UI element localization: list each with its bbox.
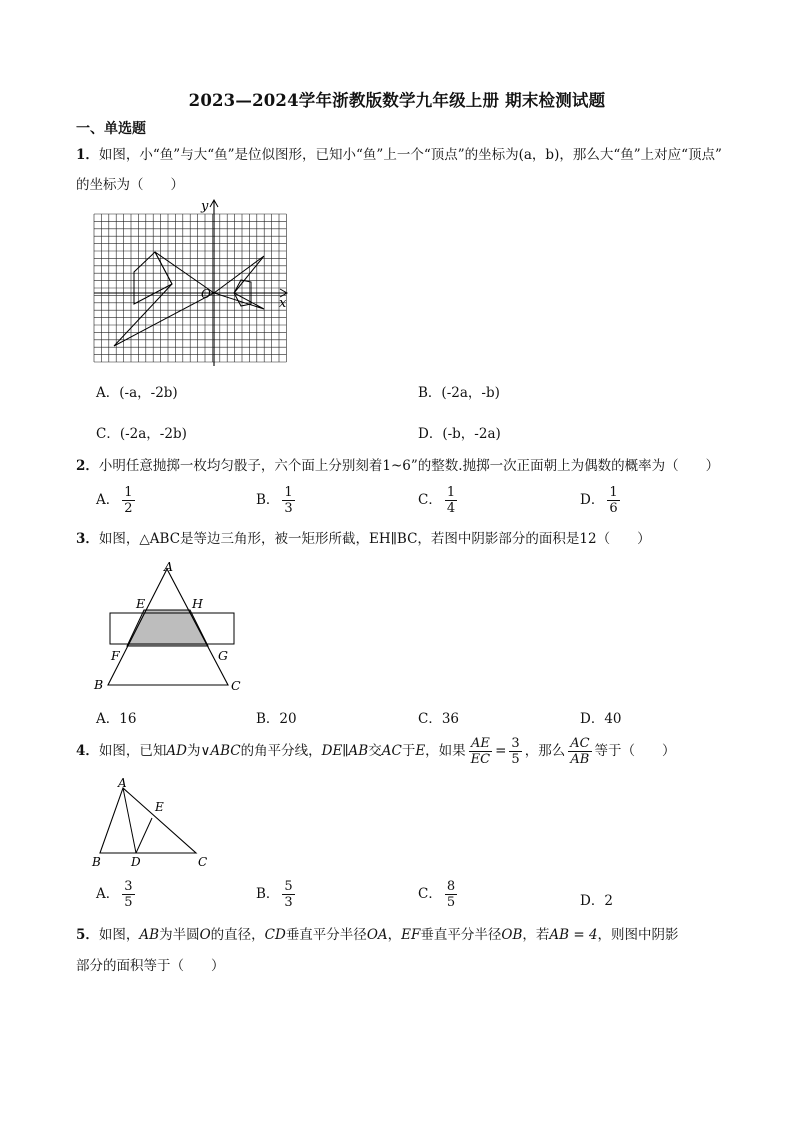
question-1-figure: [86, 196, 296, 371]
question-1-number: 1．: [76, 147, 99, 163]
q4-option-a[interactable]: A． $\frac{3}{5}$: [96, 879, 133, 910]
question-5-line2: 部分的面积等于（ ）: [76, 958, 225, 974]
label-e: E: [155, 800, 164, 814]
label-b: B: [94, 677, 104, 692]
q3-option-a[interactable]: A．16: [96, 711, 137, 727]
q3-option-b[interactable]: B．20: [256, 711, 297, 727]
label-c: C: [231, 678, 241, 693]
question-1-line2: 的坐标为（ ）: [76, 177, 184, 193]
question-1-line1: 如图，小“鱼”与大“鱼”是位似图形，已知小“鱼”上一个“顶点”的坐标为(a，b)，那么大“鱼”上对应“顶点”: [98, 147, 722, 163]
origin-label: O: [201, 287, 211, 301]
question-5-number: 5．: [76, 927, 99, 943]
label-f: F: [111, 648, 120, 663]
q2-option-a[interactable]: A． $\frac{1}{2}$: [96, 485, 133, 516]
label-e: E: [136, 596, 146, 611]
question-5-stem: 5．如图，AB为半圆O的直径，CD垂直平分半径OA，EF垂直平分半径OB，若AB = 4，则图中阴影: [76, 927, 679, 943]
fraction-ae-ec: $\frac{AE}{EC}$: [470, 736, 491, 767]
question-2-text: 小明任意抛掷一枚均匀骰子，六个面上分别刻着1~6”的整数.抛掷一次正面朝上为偶数的概率为（ ）: [98, 458, 720, 474]
q4-option-c[interactable]: C． $\frac{8}{5}$: [418, 879, 456, 910]
fish-shapes: [114, 252, 264, 346]
question-4-number: 4．: [76, 743, 99, 759]
q4-option-d[interactable]: D．2: [580, 893, 613, 909]
label-c: C: [198, 855, 208, 869]
question-4-figure: [88, 776, 213, 871]
coordinate-grid: [94, 214, 286, 362]
segment-de: [136, 818, 152, 853]
triangle-abc: [100, 788, 196, 853]
q3-option-d[interactable]: D．40: [580, 711, 622, 727]
q2-option-c[interactable]: C． $\frac{1}{4}$: [418, 485, 456, 516]
fraction-ac-ab: $\frac{AC}{AB}$: [570, 736, 590, 767]
q1-option-a[interactable]: A．(-a，-2b): [96, 385, 178, 401]
shaded-trapezoid: [127, 610, 208, 646]
x-axis-label: x: [279, 296, 287, 311]
question-3-number: 3．: [76, 531, 99, 547]
label-a: A: [164, 559, 174, 574]
fraction-3-5: $\frac{3}{5}$: [511, 736, 520, 767]
y-axis-label: y: [201, 199, 209, 214]
question-4-stem: 4．如图，已知AD为∨ABC的角平分线，DE∥AB交AC于E，如果 $\frac{AE}{EC}$ = $\frac{3}{5}$ ，那么 $\frac{AC}{AB}$ 等于（ ）: [76, 736, 676, 767]
q2-option-b[interactable]: B． $\frac{1}{3}$: [256, 485, 293, 516]
question-2-number: 2．: [76, 458, 99, 474]
q2-option-d[interactable]: D． $\frac{1}{6}$: [580, 485, 618, 516]
question-3-figure: [88, 558, 258, 696]
q1-option-b[interactable]: B．(-2a，-b): [418, 385, 500, 401]
q3-option-c[interactable]: C．36: [418, 711, 460, 727]
q1-option-c[interactable]: C．(-2a，-2b): [96, 426, 187, 442]
page-title: 2023—2024学年浙教版数学九年级上册 期末检测试题: [188, 91, 606, 110]
question-3-text: 如图，△ABC是等边三角形，被一矩形所截，EH∥BC，若图中阴影部分的面积是12（ ）: [98, 531, 651, 547]
question-3-stem: [76, 528, 651, 550]
section-heading: 一、单选题: [76, 121, 146, 137]
question-1-stem: [76, 144, 722, 166]
label-h: H: [192, 596, 203, 611]
big-fish-body: [114, 252, 214, 346]
label-a: A: [118, 776, 127, 790]
label-b: B: [92, 855, 101, 869]
question-2-stem: [76, 455, 719, 477]
q4-option-b[interactable]: B． $\frac{5}{3}$: [256, 879, 293, 910]
label-d: D: [131, 855, 141, 869]
q1-option-d[interactable]: D．(-b，-2a): [418, 426, 501, 442]
label-g: G: [218, 648, 228, 663]
